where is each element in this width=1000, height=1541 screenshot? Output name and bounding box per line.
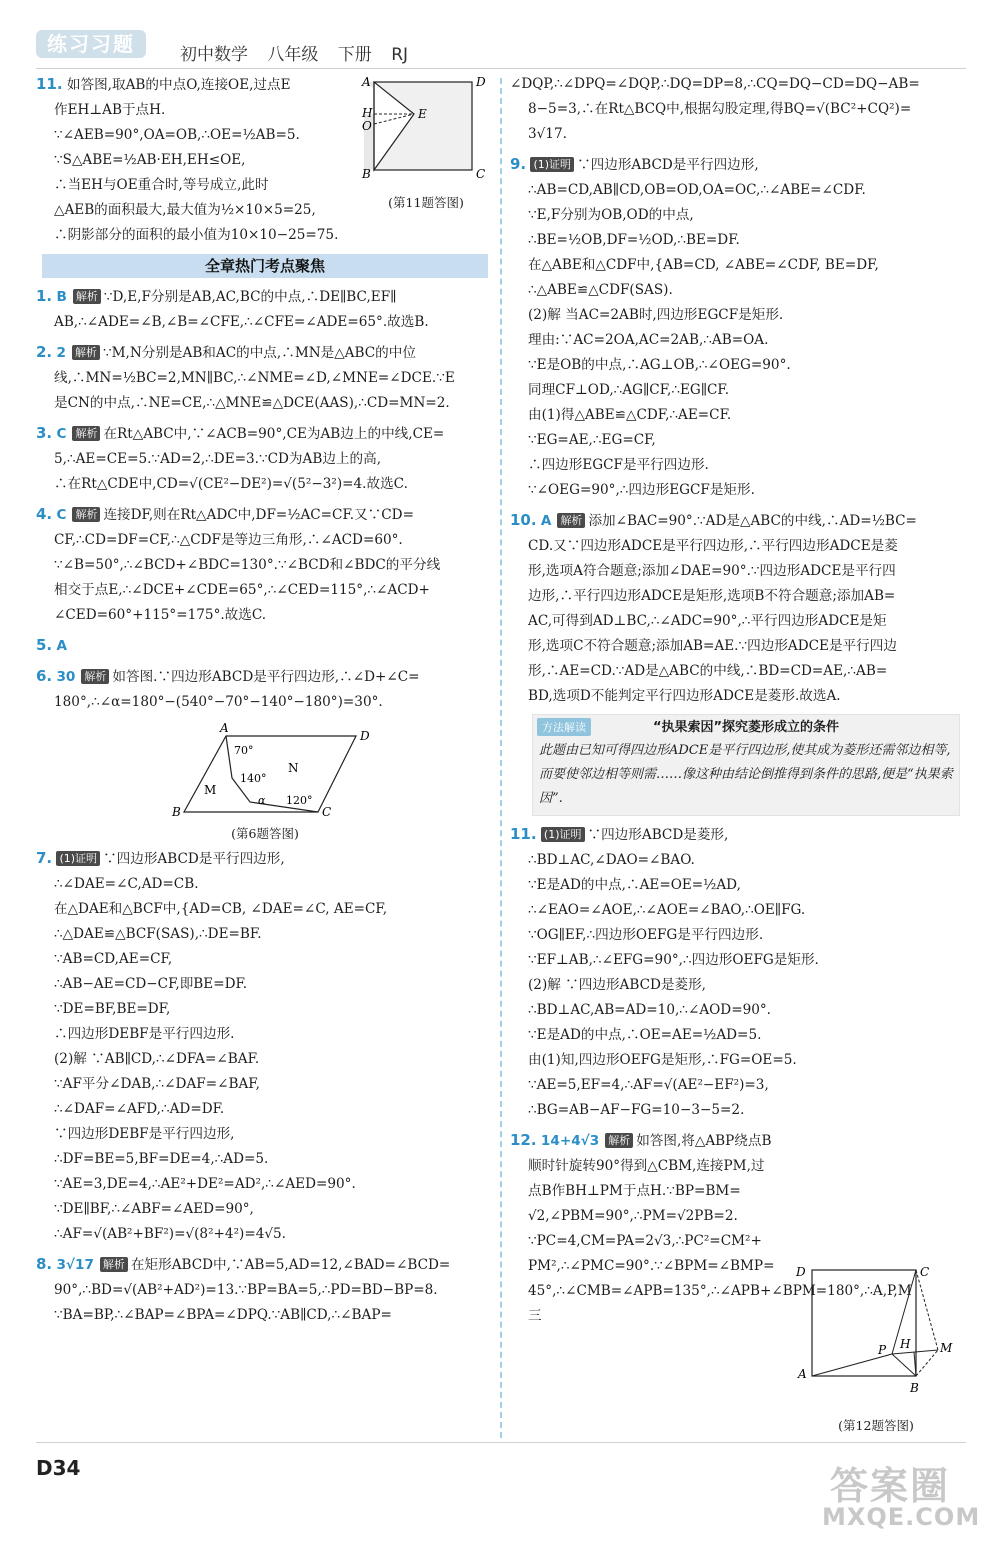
- answer-line: ∴四边形DEBF是平行四边形.: [54, 1026, 235, 1042]
- label-badge: 解析: [72, 507, 100, 522]
- answer-line: ∵M,N分别是AB和AC的中点,∴MN是△ABC的中位: [102, 345, 416, 361]
- answer-line: ∵DE=BF,BE=DF,: [54, 1001, 171, 1017]
- label-d: D: [796, 1265, 806, 1279]
- answer-line: BD,选项D不能判定平行四边形ADCE是菱形.故选A.: [528, 688, 841, 704]
- right-column: [510, 72, 960, 1334]
- label-a: A: [362, 75, 371, 89]
- answer-line: ∵AF平分∠DAB,∴∠DAF=∠BAF,: [54, 1076, 260, 1092]
- question-number: 1.: [36, 287, 53, 305]
- figure-12-diagram: [792, 1262, 960, 1412]
- question-number: 5.: [36, 636, 53, 654]
- label-c: C: [920, 1265, 930, 1279]
- answer-line: 形,选项A符合题意;添加∠DAE=90°.∵四边形ADCE是平行四: [528, 563, 896, 579]
- label-badge: 解析: [605, 1133, 633, 1148]
- answer-line: ∴BD⊥AC,AB=AD=10,∴∠AOD=90°.: [528, 1002, 772, 1018]
- method-badge: 方法解读: [537, 718, 591, 736]
- label-badge: 解析: [100, 1257, 128, 1272]
- answer-first-line: [36, 633, 494, 659]
- answer-first-line: [36, 340, 494, 366]
- answer-line: △AEB的面积最大,最大值为½×10×5=25,: [54, 202, 316, 218]
- answer-value: C: [56, 426, 67, 442]
- question-number: 11.: [510, 825, 537, 843]
- line-bm: [916, 1350, 938, 1376]
- figure-12: [792, 1262, 960, 1432]
- answer-line: ∵E是AD的中点,∴OE=AE=½AD=5.: [528, 1027, 762, 1043]
- answer-line: ∴AB−AE=CD−CF,即BE=DF.: [54, 976, 248, 992]
- question-number: 8.: [36, 1255, 53, 1273]
- answer-first-line: [510, 508, 960, 534]
- answer-line: ∴当EH与OE重合时,等号成立,此时: [54, 177, 269, 193]
- label-o: O: [362, 119, 372, 133]
- answer-block: [510, 822, 960, 1123]
- method-title: “执果索因”探究菱形成立的条件: [652, 720, 840, 735]
- answer-line: ∵OG∥EF,∴四边形OEFG是平行四边形.: [528, 927, 764, 943]
- label-badge: (1)证明: [541, 827, 585, 842]
- answer-first-line: [36, 72, 356, 98]
- answer-first-line: [510, 72, 960, 97]
- label-badge: 解析: [557, 513, 585, 528]
- question-number: 2.: [36, 343, 53, 361]
- figure-6-caption: (第6题答图): [231, 826, 299, 841]
- label-badge: (1)证明: [530, 157, 574, 172]
- method-box: [532, 714, 960, 816]
- label-h: H: [900, 1337, 911, 1351]
- answer-line: ∴DF=BE=5,BF=DE=4,∴AD=5.: [54, 1151, 269, 1167]
- answer-line: ∴AB=CD,AB∥CD,OB=OD,OA=OC,∴∠ABE=∠CDF.: [528, 182, 866, 198]
- page-number: D34: [36, 1456, 81, 1480]
- answer-first-line: [36, 421, 494, 447]
- answer-line: 理由:∵AC=2OA,AC=2AB,∴AB=OA.: [528, 332, 769, 348]
- line-pb: [892, 1354, 916, 1376]
- answer-block: [36, 340, 494, 416]
- column-divider: [500, 78, 502, 1438]
- answer-line: ∴BE=½OB,DF=½OD,∴BE=DF.: [528, 232, 740, 248]
- answer-block: [36, 633, 494, 659]
- answer-line: (2)解 ∵四边形ABCD是菱形,: [528, 977, 707, 993]
- answer-block: [510, 1128, 912, 1329]
- answer-line: ∴BG=AB−AF−FG=10−3−5=2.: [528, 1102, 745, 1118]
- label-m: M: [940, 1341, 953, 1355]
- answer-line: ∵DE∥BF,∴∠ABF=∠AED=90°,: [54, 1201, 254, 1217]
- figure-11-caption: (第11题答图): [388, 195, 464, 210]
- method-head: [539, 717, 953, 739]
- answer-line: 5,∴AE=CE=5.∵AD=2,∴DE=3.∵CD为AB边上的高,: [54, 451, 382, 467]
- page-header: [0, 0, 1000, 70]
- answer-line: ∴∠DAE=∠C,AD=CB.: [54, 876, 199, 892]
- answer-line: 形,∴AE=CD.∵AD是△ABC的中线,∴BD=CD=AE,∴AB=: [528, 663, 888, 679]
- label-d: D: [476, 75, 486, 89]
- answer-line: ∵E是AD的中点,∴AE=OE=½AD,: [528, 877, 741, 893]
- answer-line: 是CN的中点,∴NE=CE,∴△MNE≌△DCE(AAS),∴CD=MN=2.: [54, 395, 450, 411]
- question-number: 11.: [36, 75, 63, 93]
- answer-block: [36, 284, 494, 335]
- question-number: 4.: [36, 505, 53, 523]
- figure-11: [356, 74, 496, 214]
- watermark-text: 答案圈: [830, 1464, 951, 1508]
- answer-line: ∴BD⊥AC,∠DAO=∠BAO.: [528, 852, 695, 868]
- angle-alpha: α: [258, 794, 266, 807]
- answer-line: ∵∠OEG=90°,∴四边形EGCF是矩形.: [528, 482, 755, 498]
- line-cm: [916, 1270, 938, 1350]
- answer-line: ∴∠EAO=∠AOE,∴∠AOE=∠BAO,∴OE∥FG.: [528, 902, 806, 918]
- answer-line: ∵∠AEB=90°,OA=OB,∴OE=½AB=5.: [54, 127, 300, 143]
- answer-first-line: [36, 1252, 494, 1278]
- label-c: C: [322, 805, 332, 819]
- answer-value: 30: [56, 669, 76, 685]
- answer-line: CF,∴CD=DF=CF,∴△CDF是等边三角形,∴∠ACD=60°.: [54, 532, 403, 548]
- answer-line: AB,∴∠ADE=∠B,∠B=∠CFE,∴∠CFE=∠ADE=65°.故选B.: [54, 314, 429, 330]
- answer-line: ∵PC=4,CM=PA=2√3,∴PC²=CM²+: [528, 1233, 762, 1249]
- label-b: B: [172, 805, 181, 819]
- answer-line: ∵AE=5,EF=4,∴AF=√(AE²−EF²)=3,: [528, 1077, 769, 1093]
- answer-block: [36, 664, 494, 715]
- label-a: A: [798, 1367, 807, 1381]
- answer-line: PM²,∴∠PMC=90°.∵∠BPM=∠BMP=: [528, 1258, 775, 1274]
- answer-line: CD.又∵四边形ADCE是平行四边形,∴平行四边形ADCE是菱: [528, 538, 898, 554]
- answer-line: 作EH⊥AB于点H.: [54, 102, 166, 118]
- answer-line: 连接DF,则在Rt△ADC中,DF=½AC=CF.又∵CD=: [103, 507, 414, 523]
- answer-line: 边形,∴平行四边形ADCE是矩形,选项B不符合题意;添加AB=: [528, 588, 896, 604]
- watermark-url: MXQE.COM: [822, 1503, 981, 1531]
- answer-first-line: [36, 502, 494, 528]
- answer-value: 14+4√3: [540, 1133, 600, 1149]
- footer-rule: [36, 1442, 966, 1443]
- label-a: A: [220, 721, 229, 735]
- label-n: N: [288, 761, 299, 775]
- angle-140: 140°: [240, 772, 267, 785]
- label-c: C: [476, 167, 486, 181]
- answer-line: ∴AF=√(AB²+BF²)=√(8²+4²)=4√5.: [54, 1226, 286, 1242]
- answer-line: ∵EG=AE,∴EG=CF,: [528, 432, 656, 448]
- answer-first-line: [36, 846, 494, 872]
- answer-block: [36, 846, 494, 1247]
- answer-line: 3√17.: [528, 126, 567, 142]
- answer-line: ∴在Rt△CDE中,CD=√(CE²−DE²)=√(5²−3²)=4.故选C.: [54, 476, 408, 492]
- question-number: 6.: [36, 667, 53, 685]
- label-m: M: [204, 783, 217, 797]
- answer-value: 3√17: [56, 1257, 94, 1273]
- answer-line: ∠CED=60°+115°=175°.故选C.: [54, 607, 267, 623]
- answer-value: A: [540, 513, 552, 529]
- answer-line: ∵四边形ABCD是平行四边形,: [103, 851, 285, 867]
- answer-value: A: [56, 638, 67, 654]
- label-b: B: [362, 167, 371, 181]
- answer-line: ∵EF⊥AB,∴∠EFG=90°,∴四边形OEFG是矩形.: [528, 952, 819, 968]
- label-b: B: [910, 1381, 919, 1395]
- answer-block: [36, 421, 494, 497]
- header-rule: [36, 68, 966, 69]
- answer-line: ∴∠DAF=∠AFD,∴AD=DF.: [54, 1101, 225, 1117]
- figure-11-diagram: [356, 74, 496, 189]
- answer-line: ∵S△ABE=½AB·EH,EH≤OE,: [54, 152, 246, 168]
- answer-value: B: [56, 289, 67, 305]
- angle-120: 120°: [286, 794, 313, 807]
- answer-line: 8−5=3,∴在Rt△BCQ中,根据勾股定理,得BQ=√(BC²+CQ²)=: [528, 101, 912, 117]
- figure-6: [36, 720, 494, 842]
- answer-line: 线,∴MN=½BC=2,MN∥BC,∴∠NME=∠D,∠MNE=∠DCE.∵E: [54, 370, 455, 386]
- line-pm: [892, 1350, 938, 1354]
- question-number: 10.: [510, 511, 537, 529]
- answer-line: AC,可得到AD⊥BC,∴∠ADC=90°,∴平行四边形ADCE是矩: [528, 613, 887, 629]
- answer-first-line: [510, 1128, 790, 1154]
- question-number: 7.: [36, 849, 53, 867]
- answer-line: 在矩形ABCD中,∵AB=5,AD=12,∠BAD=∠BCD=: [130, 1257, 451, 1273]
- answer-line: ∴△ABE≌△CDF(SAS).: [528, 282, 673, 298]
- section-title: 全章热门考点聚焦: [42, 254, 488, 278]
- answer-line: 45°,∴∠CMB=∠APB=135°,∴∠APB+∠BPM=180°,∴A,P,M三: [528, 1283, 912, 1324]
- answer-line: ∵E是OB的中点,∴AG⊥OB,∴∠OEG=90°.: [528, 357, 791, 373]
- answer-line: ∵E,F分别为OB,OD的中点,: [528, 207, 694, 223]
- answer-line: 形,选项C不符合题意;添加AB=AE.∵四边形ADCE是平行四边: [528, 638, 897, 654]
- answer-line: 点B作BH⊥PM于点H.∵BP=BM=: [528, 1183, 741, 1199]
- answer-line: 180°,∴∠α=180°−(540°−70°−140°−180°)=30°.: [54, 694, 383, 710]
- header-title: 初中数学 八年级 下册 RJ: [180, 45, 409, 65]
- answer-line: 在Rt△ABC中,∵∠ACB=90°,CE为AB边上的中线,CE=: [103, 426, 445, 442]
- answer-line: (2)解 当AC=2AB时,四边形EGCF是矩形.: [528, 307, 784, 323]
- answer-block: [510, 152, 960, 503]
- answer-first-line: [36, 284, 494, 310]
- label-badge: 解析: [72, 426, 100, 441]
- answer-line: ∵BA=BP,∴∠BAP=∠BPA=∠DPQ.∵AB∥CD,∴∠BAP=: [54, 1307, 392, 1323]
- answer-line: (2)解 ∵AB∥CD,∴∠DFA=∠BAF.: [54, 1051, 260, 1067]
- answer-block: [36, 502, 494, 628]
- label-d: D: [360, 729, 370, 743]
- answer-line: 在△ABE和△CDF中,{AB=CD, ∠ABE=∠CDF, BE=DF,: [528, 257, 879, 273]
- question-number: 9.: [510, 155, 527, 173]
- question-number: 3.: [36, 424, 53, 442]
- answer-block: [36, 1252, 494, 1328]
- parallelogram-abcd: [184, 736, 356, 812]
- answer-line: 顺时针旋转90°得到△CBM,连接PM,过: [528, 1158, 765, 1174]
- figure-6-diagram: [36, 720, 494, 820]
- answer-line: 由(1)得△ABE≌△CDF,∴AE=CF.: [528, 407, 732, 423]
- answer-line: ∴阴影部分的面积的最小值为10×10−25=75.: [54, 227, 339, 243]
- answer-line: 90°,∴BD=√(AB²+AD²)=13.∵BP=BA=5,∴PD=BD−BP=8.: [54, 1282, 438, 1298]
- left-column: [36, 72, 494, 1333]
- label-badge: (1)证明: [56, 851, 100, 866]
- answer-line: ∴△DAE≌△BCF(SAS),∴DE=BF.: [54, 926, 262, 942]
- answer-line: 由(1)知,四边形OEFG是矩形,∴FG=OE=5.: [528, 1052, 797, 1068]
- answer-block: [36, 72, 356, 248]
- label-badge: 解析: [81, 669, 109, 684]
- answer-line: 如答图,将△ABP绕点B: [636, 1133, 772, 1149]
- answer-line: ∵四边形ABCD是菱形,: [587, 827, 729, 843]
- answer-line: ∵AE=3,DE=4,∴AE²+DE²=AD²,∴∠AED=90°.: [54, 1176, 356, 1192]
- label-h: H: [362, 106, 373, 120]
- answer-line: ∵∠B=50°,∴∠BCD+∠BDC=130°.∵∠BCD和∠BDC的平分线: [54, 557, 441, 573]
- answer-line: ∵D,E,F分别是AB,AC,BC的中点,∴DE∥BC,EF∥: [103, 289, 397, 305]
- answer-line: ∵AB=CD,AE=CF,: [54, 951, 173, 967]
- answer-line: ∠DQP,∴∠DPQ=∠DQP,∴DQ=DP=8,∴CQ=DQ−CD=DQ−AB=: [510, 76, 920, 92]
- angle-70: 70°: [234, 744, 254, 757]
- label-badge: 解析: [72, 345, 100, 360]
- label-badge: 解析: [73, 289, 101, 304]
- answer-first-line: [510, 152, 960, 178]
- answer-line: ∵四边形DEBF是平行四边形,: [54, 1126, 235, 1142]
- method-text: 此题由已知可得四边形ADCE是平行四边形,使其成为菱形还需邻边相等,而要使邻边相等则需……像这种由结论倒推得到条件的思路,便是“执果索因”.: [539, 743, 953, 806]
- answer-line: √2,∠PBM=90°,∴PM=√2PB=2.: [528, 1208, 738, 1224]
- answer-line: 同理CF⊥OD,∴AG∥CF,∴EG∥CF.: [528, 382, 730, 398]
- answer-value: C: [56, 507, 67, 523]
- answer-line: ∴四边形EGCF是平行四边形.: [528, 457, 709, 473]
- answer-block: [510, 72, 960, 147]
- answer-line: 如答图,取AB的中点O,连接OE,过点E: [66, 77, 291, 93]
- answer-first-line: [36, 664, 494, 690]
- answer-first-line: [510, 822, 960, 848]
- answer-line: 如答图.∵四边形ABCD是平行四边形,∴∠D+∠C=: [112, 669, 420, 685]
- answer-line: 在△DAE和△BCF中,{AD=CB, ∠DAE=∠C, AE=CF,: [54, 901, 388, 917]
- answer-line: 添加∠BAC=90°.∵AD是△ABC的中线,∴AD=½BC=: [588, 513, 917, 529]
- answer-line: 相交于点E,∴∠DCE+∠CDE=65°,∴∠CED=115°,∴∠ACD+: [54, 582, 430, 598]
- book-logo: 练习习题: [36, 30, 146, 58]
- figure-12-caption: (第12题答图): [838, 1418, 914, 1433]
- question-number: 12.: [510, 1131, 537, 1149]
- answer-value: 2: [56, 345, 66, 361]
- label-e: E: [418, 107, 427, 121]
- label-p: P: [878, 1343, 887, 1357]
- answer-block: [510, 508, 960, 709]
- answer-line: ∵四边形ABCD是平行四边形,: [577, 157, 759, 173]
- line-ap: [812, 1354, 892, 1376]
